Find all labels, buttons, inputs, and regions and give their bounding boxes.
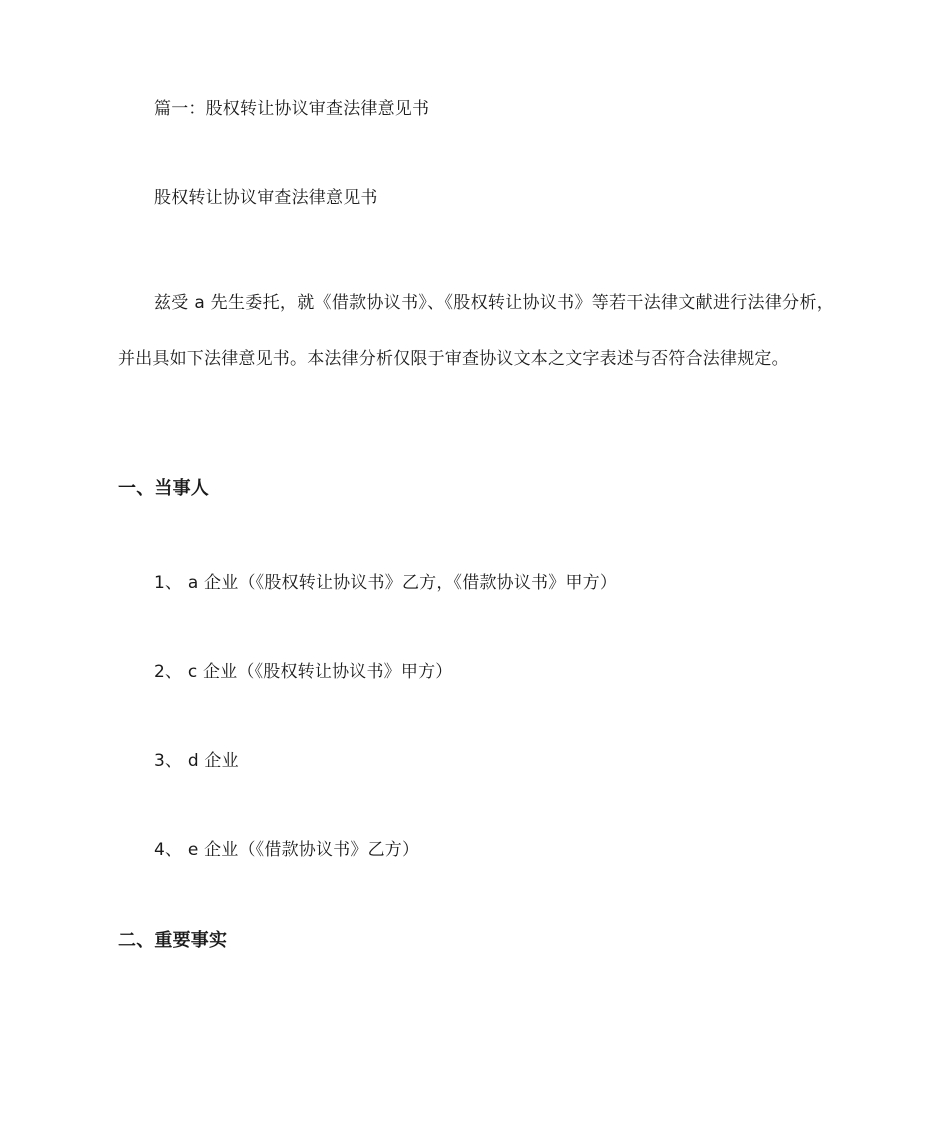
document-title: 股权转让协议审查法律意见书 <box>154 188 378 208</box>
section-heading-parties: 一、当事人 <box>118 478 209 499</box>
intro-paragraph: 兹受 a 先生委托，就《借款协议书》、《股权转让协议书》等若干法律文献进行法律分析，并出具如下法律意见书。本法律分析仅限于审查协议文本之文字表述与否符合法律规定。 <box>118 293 834 369</box>
chapter-title: 篇一：股权转让协议审查法律意见书 <box>154 99 430 119</box>
party-list-item: 4、 e 企业（《借款协议书》乙方） <box>154 840 420 860</box>
party-list-item: 1、 a 企业（《股权转让协议书》乙方，《借款协议书》甲方） <box>154 573 618 593</box>
section-heading-key-facts: 二、重要事实 <box>118 930 228 951</box>
party-list-item: 2、 c 企业（《股权转让协议书》甲方） <box>154 662 453 682</box>
party-list-item: 3、 d 企业 <box>154 751 239 771</box>
